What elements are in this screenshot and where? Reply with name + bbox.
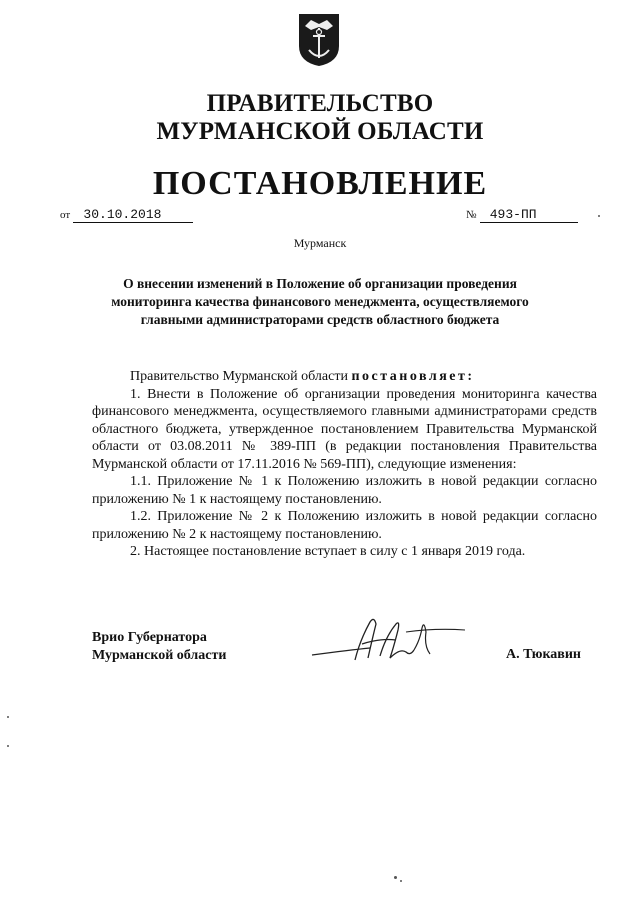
paragraph-1-1: 1.1. Приложение № 1 к Положению изложить в новой редакции согласно приложению № 1 к настоящему постановлению. [92,474,597,507]
position-line2: Мурманской области [92,648,227,663]
date-label: от [60,209,71,221]
position-line1: Врио Губернатора [92,630,207,645]
number-label: № [466,209,477,221]
date-value: 30.10.2018 [73,207,193,223]
intro-resolves: постановляет: [351,369,475,384]
scan-speck [7,745,9,747]
scan-speck [394,876,397,879]
scan-speck [7,716,9,718]
government-title-line2: МУРМАНСКОЙ ОБЛАСТИ [156,118,484,145]
government-title-line1: ПРАВИТЕЛЬСТВО [206,90,434,117]
signatory-position [92,629,226,665]
document-type: ПОСТАНОВЛЕНИЕ [152,165,488,202]
paragraph-1: 1. Внести в Положение об организации проведения мониторинга качества финансового менеджмента, осуществляемого главными администраторами средств областного бюджета, утвержденное постановлением Правительства Мурманской области от 03.08.2011 № 389-ПП (в редакции постановления Правительства Мурманской области от 17.11.2016 № 569-ПП), следующие изменения: [92,386,597,472]
number-value: 493-ПП [480,207,578,223]
intro-text: Правительство Мурманской области [130,369,352,384]
coat-of-arms-emblem [297,12,341,68]
scan-speck [400,880,402,882]
document-subject [100,275,540,329]
subject-line1: О внесении изменений в Положение об организации проведения [123,276,517,291]
scan-speck [598,215,600,217]
city: Мурманск [293,236,347,250]
paragraph-1-2: 1.2. Приложение № 2 к Положению изложить в новой редакции согласно приложению № 2 к настоящему постановлению. [92,509,597,542]
document-number [466,206,578,223]
subject-line3: главными администраторами средств областного бюджета [140,312,500,327]
paragraph-2: 2. Настоящее постановление вступает в силу с 1 января 2019 года. [130,544,526,559]
subject-line2: мониторинга качества финансового менеджмента, осуществляемого [111,294,529,309]
signatory-name: А. Тюкавин [506,647,581,662]
document-body [92,368,597,561]
intro-paragraph [92,368,597,386]
document-date [60,206,193,223]
government-title [0,90,640,146]
handwritten-signature [310,610,470,670]
